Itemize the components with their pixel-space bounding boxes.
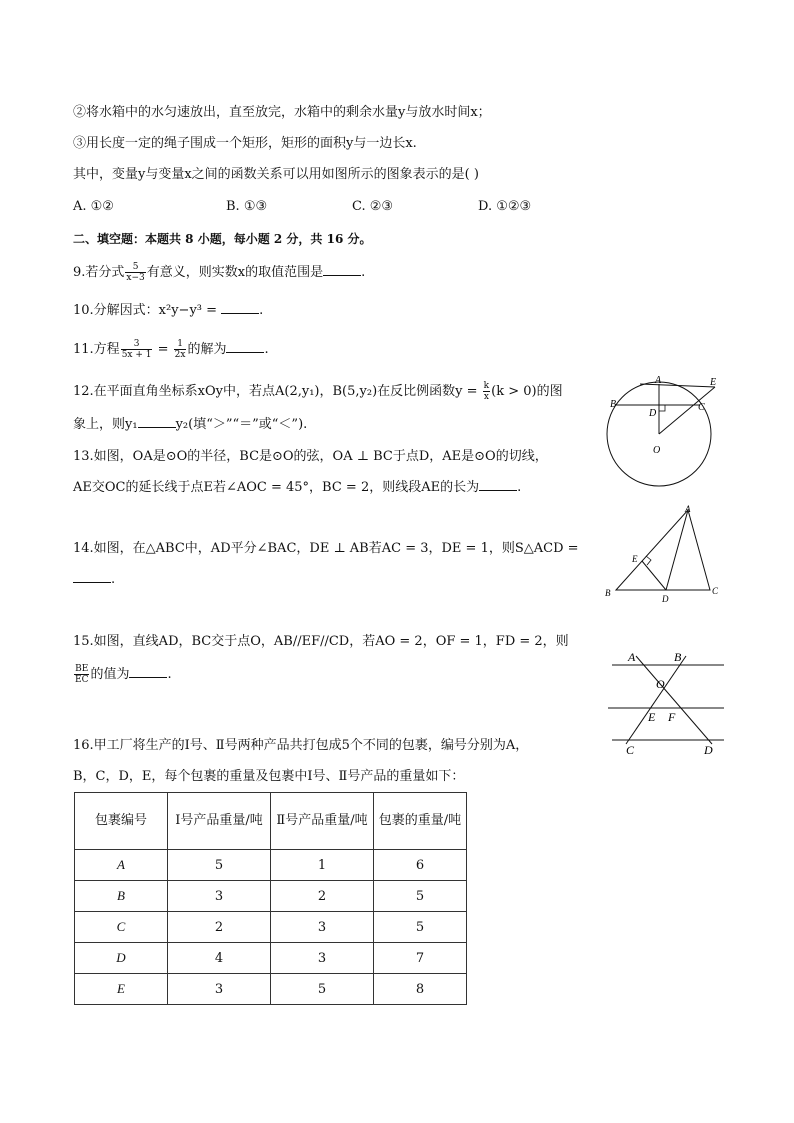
q12-kn: k [483, 381, 490, 391]
table-cell: 3 [271, 943, 374, 974]
table-cell: A [75, 850, 168, 881]
q8-option-d: D. ①②③ [478, 199, 532, 214]
q11-d2: 2x [174, 350, 186, 360]
q10 [73, 301, 263, 320]
label-c: C [712, 586, 719, 596]
table-cell: 3 [271, 912, 374, 943]
table-cell: 5 [168, 850, 271, 881]
table-cell: C [75, 912, 168, 943]
table-header-cell: 包裹的重量/吨 [374, 793, 467, 850]
q9-blank[interactable] [323, 263, 361, 276]
table-cell: 3 [168, 974, 271, 1005]
q12-line2-b: y₂(填“＞”“＝”或“＜”). [175, 417, 308, 432]
table-header-row [75, 793, 467, 850]
label-e: E [632, 554, 638, 564]
q9-after: 有意义，则实数x的取值范围是 [146, 265, 324, 280]
q12-line-1 [73, 381, 563, 402]
q13-line2: AE交OC的延长线于点E若∠AOC = 45°，BC = 2，则线段AE的长为 [73, 480, 480, 495]
label-a: A [628, 650, 636, 664]
label-b: B [610, 399, 617, 410]
table-cell: 8 [374, 974, 467, 1005]
q10-end: . [259, 303, 264, 318]
line-bc [626, 656, 686, 744]
q15-line-2 [73, 664, 172, 685]
q11-fraction-1 [121, 339, 153, 360]
table-cell: D [75, 943, 168, 974]
table-cell: 5 [374, 881, 467, 912]
label-b: B [605, 588, 611, 598]
q11-end: . [264, 342, 269, 357]
q11-d1: 5x + 1 [121, 350, 152, 360]
label-d: D [649, 408, 657, 419]
table-cell: 5 [271, 974, 374, 1005]
q11-before: 11.方程 [73, 342, 120, 357]
q8-option-b: B. ①③ [226, 199, 268, 214]
q15-line-1: 15.如图，直线AD，BC交于点O，AB//EF//CD，若AO = 2，OF = 1，FD = 2，则 [73, 634, 569, 649]
q8-item-2: ②将水箱中的水匀速放出，直至放完，水箱中的剩余水量y与放水时间x； [73, 105, 491, 120]
label-o: O [653, 445, 661, 456]
package-table [74, 792, 467, 1005]
q12-line1-a: 12.在平面直角坐标系xOy中，若点A(2,y₁)，B(5,y₂)在反比例函数y = [73, 384, 482, 399]
q8-item-3: ③用长度一定的绳子围成一个矩形，矩形的面积y与一边长x. [73, 136, 417, 151]
q15-end: . [167, 667, 172, 682]
table-row [75, 850, 467, 881]
q11-n1: 3 [121, 339, 153, 350]
section-title: 二、填空题：本题共 8 小题，每小题 2 分，共 16 分。 [73, 232, 372, 246]
triangle-figure [598, 502, 728, 607]
label-o: O [656, 677, 665, 691]
label-a: A [655, 375, 662, 386]
table-cell: 6 [374, 850, 467, 881]
table-row [75, 881, 467, 912]
q11-eq: = [153, 342, 173, 357]
parallel-lines-figure [604, 644, 730, 760]
segment-de [642, 561, 666, 590]
q15-fn: BE [75, 664, 89, 674]
q13-blank[interactable] [479, 478, 517, 491]
q13-end: . [517, 480, 522, 495]
q10-blank[interactable] [221, 301, 259, 314]
q9 [73, 262, 365, 283]
q15-fraction [74, 664, 89, 685]
table-header-cell: Ⅰ号产品重量/吨 [168, 793, 271, 850]
line-ad [636, 656, 712, 744]
q15-fd: EC [75, 675, 89, 685]
q12-line2-a: 象上，则y₁ [73, 417, 138, 432]
table-cell: E [75, 974, 168, 1005]
q9-num: 5 [125, 262, 145, 273]
q14-line-1: 14.如图，在△ABC中，AD平分∠BAC，DE ⊥ AB若AC = 3，DE = 1，则S△ACD = [73, 541, 579, 556]
table-cell: 2 [168, 912, 271, 943]
q9-before: 9.若分式 [73, 265, 125, 280]
q11-blank[interactable] [226, 340, 264, 353]
q14-end: . [111, 572, 116, 587]
table-row [75, 974, 467, 1005]
label-c: C [626, 743, 635, 757]
q8-prompt: 其中，变量y与变量x之间的函数关系可以用如图所示的图象表示的是( ) [73, 167, 479, 182]
q15-after: 的值为 [90, 667, 130, 682]
table-row [75, 912, 467, 943]
label-c: C [698, 402, 705, 413]
table-header-cell: 包裹编号 [75, 793, 168, 850]
triangle-abc [616, 510, 710, 590]
q12-line1-b: (k > 0)的图 [491, 384, 563, 399]
right-angle-mark [646, 556, 651, 565]
q12-line-2 [73, 415, 307, 434]
tangent-ae [640, 384, 715, 387]
q9-fraction [125, 262, 145, 283]
q8-option-c: C. ②③ [352, 199, 394, 214]
table-cell: 5 [374, 912, 467, 943]
q8-option-a: A. ①② [73, 199, 114, 214]
q14-blank[interactable] [73, 570, 111, 583]
q15-blank[interactable] [129, 665, 167, 678]
q11-after: 的解为 [187, 342, 227, 357]
label-f: F [668, 710, 676, 724]
q14-line-2 [73, 570, 115, 589]
q13-line-1: 13.如图，OA是⊙O的半径，BC是⊙O的弦，OA ⊥ BC于点D，AE是⊙O的切线， [73, 449, 548, 464]
label-d: D [704, 743, 713, 757]
q12-kd: x [483, 392, 489, 402]
label-b: B [674, 650, 682, 664]
label-a: A [685, 504, 691, 514]
table-row [75, 943, 467, 974]
q10-text: 10.分解因式：x²y−y³ = [73, 303, 222, 318]
table-cell: 1 [271, 850, 374, 881]
q16-line-2: B，C，D，E，每个包裹的重量及包裹中Ⅰ号、Ⅱ号产品的重量如下： [73, 769, 465, 784]
table-cell: B [75, 881, 168, 912]
q11-fraction-2 [174, 339, 187, 360]
segment-oe [659, 387, 715, 434]
q13-line-2 [73, 478, 521, 497]
label-e: E [648, 710, 656, 724]
table-cell: 7 [374, 943, 467, 974]
q11-n2: 1 [174, 339, 187, 350]
table-cell: 4 [168, 943, 271, 974]
q9-end: . [361, 265, 366, 280]
q9-den: x−3 [126, 273, 145, 283]
q11 [73, 339, 269, 360]
q12-fraction [483, 381, 490, 402]
label-e: E [710, 377, 717, 388]
q16-line-1: 16.甲工厂将生产的Ⅰ号、Ⅱ号两种产品共打包成5个不同的包裹，编号分别为A， [73, 738, 529, 753]
table-header-cell: Ⅱ号产品重量/吨 [271, 793, 374, 850]
table-cell: 2 [271, 881, 374, 912]
label-d: D [662, 594, 669, 604]
q12-blank[interactable] [138, 415, 176, 428]
circle-figure [600, 374, 730, 499]
right-angle-mark [659, 405, 665, 411]
table-cell: 3 [168, 881, 271, 912]
